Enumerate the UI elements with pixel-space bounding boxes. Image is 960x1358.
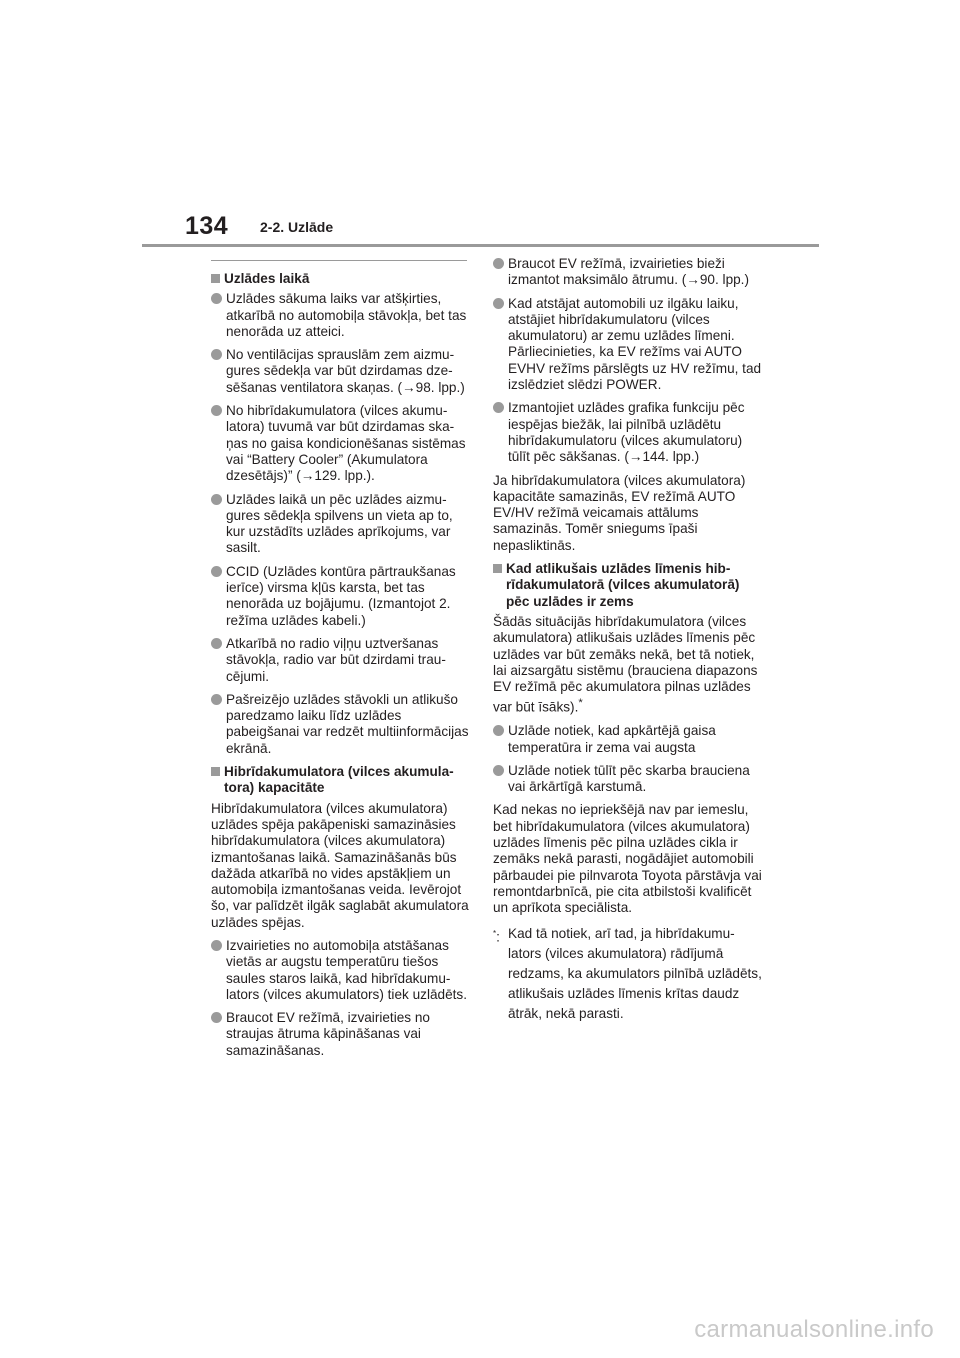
heading-charging-time: Uzlādes laikā xyxy=(211,271,471,287)
circle-bullet-icon xyxy=(493,258,504,269)
circle-bullet-icon xyxy=(211,940,222,951)
circle-bullet-icon xyxy=(493,765,504,776)
square-bullet-icon xyxy=(211,274,220,283)
circle-bullet-icon xyxy=(493,725,504,736)
heading-low-charge-level: Kad atlikušais uzlādes līmenis hibrīdakumulatorā (vilces akumulatorā) pēc uzlādes ir zems xyxy=(493,561,763,610)
square-bullet-icon xyxy=(211,767,220,776)
bullet-item: Uzlādes sākuma laiks var atšķirties, atkarībā no automobiļa stāvokļa, bet tas nenorāda uz atteici. xyxy=(211,291,471,340)
bullet-item: Pašreizējo uzlādes stāvokli un atlikušo paredzamo laiku līdz uzlādes pabeigšanai var redzēt multiinformācijas ekrānā. xyxy=(211,692,471,757)
right-column xyxy=(493,256,763,1024)
circle-bullet-icon xyxy=(211,349,222,360)
bullet-item: Kad atstājat automobili uz ilgāku laiku, atstājiet hibrīdakumulatoru (vilces akumulatoru) ar zemu uzlādes līmeni. Pārliecinieties, ka EV režīms vai AUTO EVHV režīms pārslēgts uz HV režīmu, tad izslēdziet slēdzi POWER. xyxy=(493,296,763,394)
paragraph: Hibrīdakumulatora (vilces akumulatora) uzlādes spēja pakāpeniski samazināsies hibrīdakumulatora (vilces akumulatora) izmantošanas laikā. Samazināšanās būs dažāda atkarībā no vides apstākļiem un automobiļa izmantošanas veida. Ievērojot šo, var palīdzēt ilgāk saglabāt akumulatora uzlādes spējas. xyxy=(211,800,469,930)
bullet-item: Braucot EV režīmā, izvairieties bieži izmantot maksimālo ātrumu. (→90. lpp.) xyxy=(493,256,763,289)
circle-bullet-icon xyxy=(211,694,222,705)
left-column xyxy=(211,256,471,1066)
footnote: *: Kad tā notiek, arī tad, ja hibrīdakumulators (vilces akumulatora) rādījumā redzams, ka akumulators pilnībā uzlādēts, atlikušais uzlādes līmenis krītas daudz ātrāk, nekā parasti. xyxy=(493,925,762,1021)
bullet-item: Braucot EV režīmā, izvairieties no straujas ātruma kāpināšanas vai samazināšanas. xyxy=(211,1010,471,1059)
bullet-item: No hibrīdakumulatora (vilces akumulatora) tuvumā var būt dzirdamas skaņas no gaisa kondicionēšanas sistēmas vai “Battery Cooler” (Akumulatora dzesētājs)” (→129. lpp.). xyxy=(211,403,471,484)
circle-bullet-icon xyxy=(211,638,222,649)
bullet-item: Izmantojiet uzlādes grafika funkciju pēc iespējas biežāk, lai pilnībā uzlādētu hibrīdakumulatoru (vilces akumulatoru) tūlīt pēc sākšanas. (→144. lpp.) xyxy=(493,400,763,465)
circle-bullet-icon xyxy=(493,402,504,413)
paragraph: Šādās situācijās hibrīdakumulatora (vilces akumulatora) atlikušais uzlādes līmenis pēc uzlādes var būt zemāks nekā, bet tā notiek, lai aizsargātu sistēmu (brauciena diapazons EV režīmā pēc akumulatora pilnas uzlādes var būt īsāks).* xyxy=(493,613,758,715)
circle-bullet-icon xyxy=(211,405,222,416)
square-bullet-icon xyxy=(493,564,502,573)
heading-divider xyxy=(211,260,467,261)
section-title: 2-2. Uzlāde xyxy=(260,219,334,235)
page-header xyxy=(0,0,960,250)
paragraph: Kad nekas no iepriekšējā nav par iemeslu, bet hibrīdakumulatora (vilces akumulatora) uzlādes līmenis pēc pilna uzlādes cikla ir zemāks nekā parasti, nogādājiet automobili pārbaudei pie pilnvarota Toyota pārstāvja vai remontdarbnīcā, pie cita atbilstoši kvalificēt un aprīkota speciālista. xyxy=(493,802,762,916)
page-number: 134 xyxy=(185,212,229,240)
bullet-item: Uzlāde notiek tūlīt pēc skarba brauciena vai ārkārtīgā karstumā. xyxy=(493,763,763,796)
footnote-mark: *: xyxy=(493,928,500,945)
circle-bullet-icon xyxy=(211,293,222,304)
bullet-item: Uzlādes laikā un pēc uzlādes aizmugures sēdekļa spilvens un vieta ap to, kur uzstādīts uzlādes aprīkojums, var sasilt. xyxy=(211,492,471,557)
bullet-item: Uzlāde notiek, kad apkārtējā gaisa temperatūra ir zema vai augsta xyxy=(493,723,763,756)
bullet-item: Atkarībā no radio viļņu uztveršanas stāvokļa, radio var būt dzirdami traucējumi. xyxy=(211,636,471,685)
bullet-item: CCID (Uzlādes kontūra pārtraukšanas ierīce) virsma kļūs karsta, bet tas nenorāda uz bojājumu. (Izmantojot 2. režīma uzlādes kabeli.) xyxy=(211,564,471,629)
circle-bullet-icon xyxy=(211,494,222,505)
circle-bullet-icon xyxy=(211,566,222,577)
bullet-item: No ventilācijas sprauslām zem aizmugures sēdekļa var būt dzirdamas dzesēšanas ventilatora skaņas. (→98. lpp.) xyxy=(211,347,471,396)
heading-battery-capacity: Hibrīdakumulatora (vilces akumulatora) kapacitāte xyxy=(211,764,471,797)
header-divider xyxy=(142,244,819,247)
circle-bullet-icon xyxy=(493,298,504,309)
bullet-item: Izvairieties no automobiļa atstāšanas vietās ar augstu temperatūru tiešos saules staros laikā, kad hibrīdakumulators (vilces akumulators) tiek uzlādēts. xyxy=(211,938,471,1003)
watermark: carmanualsonline.info xyxy=(694,1316,934,1343)
footnote-reference: * xyxy=(578,697,583,710)
circle-bullet-icon xyxy=(211,1012,222,1023)
paragraph: Ja hibrīdakumulatora (vilces akumulatora) kapacitāte samazinās, EV režīmā AUTO EV/HV režīmā veicamais attālums samazinās. Tomēr sniegums īpaši nepasliktinās. xyxy=(493,472,746,553)
